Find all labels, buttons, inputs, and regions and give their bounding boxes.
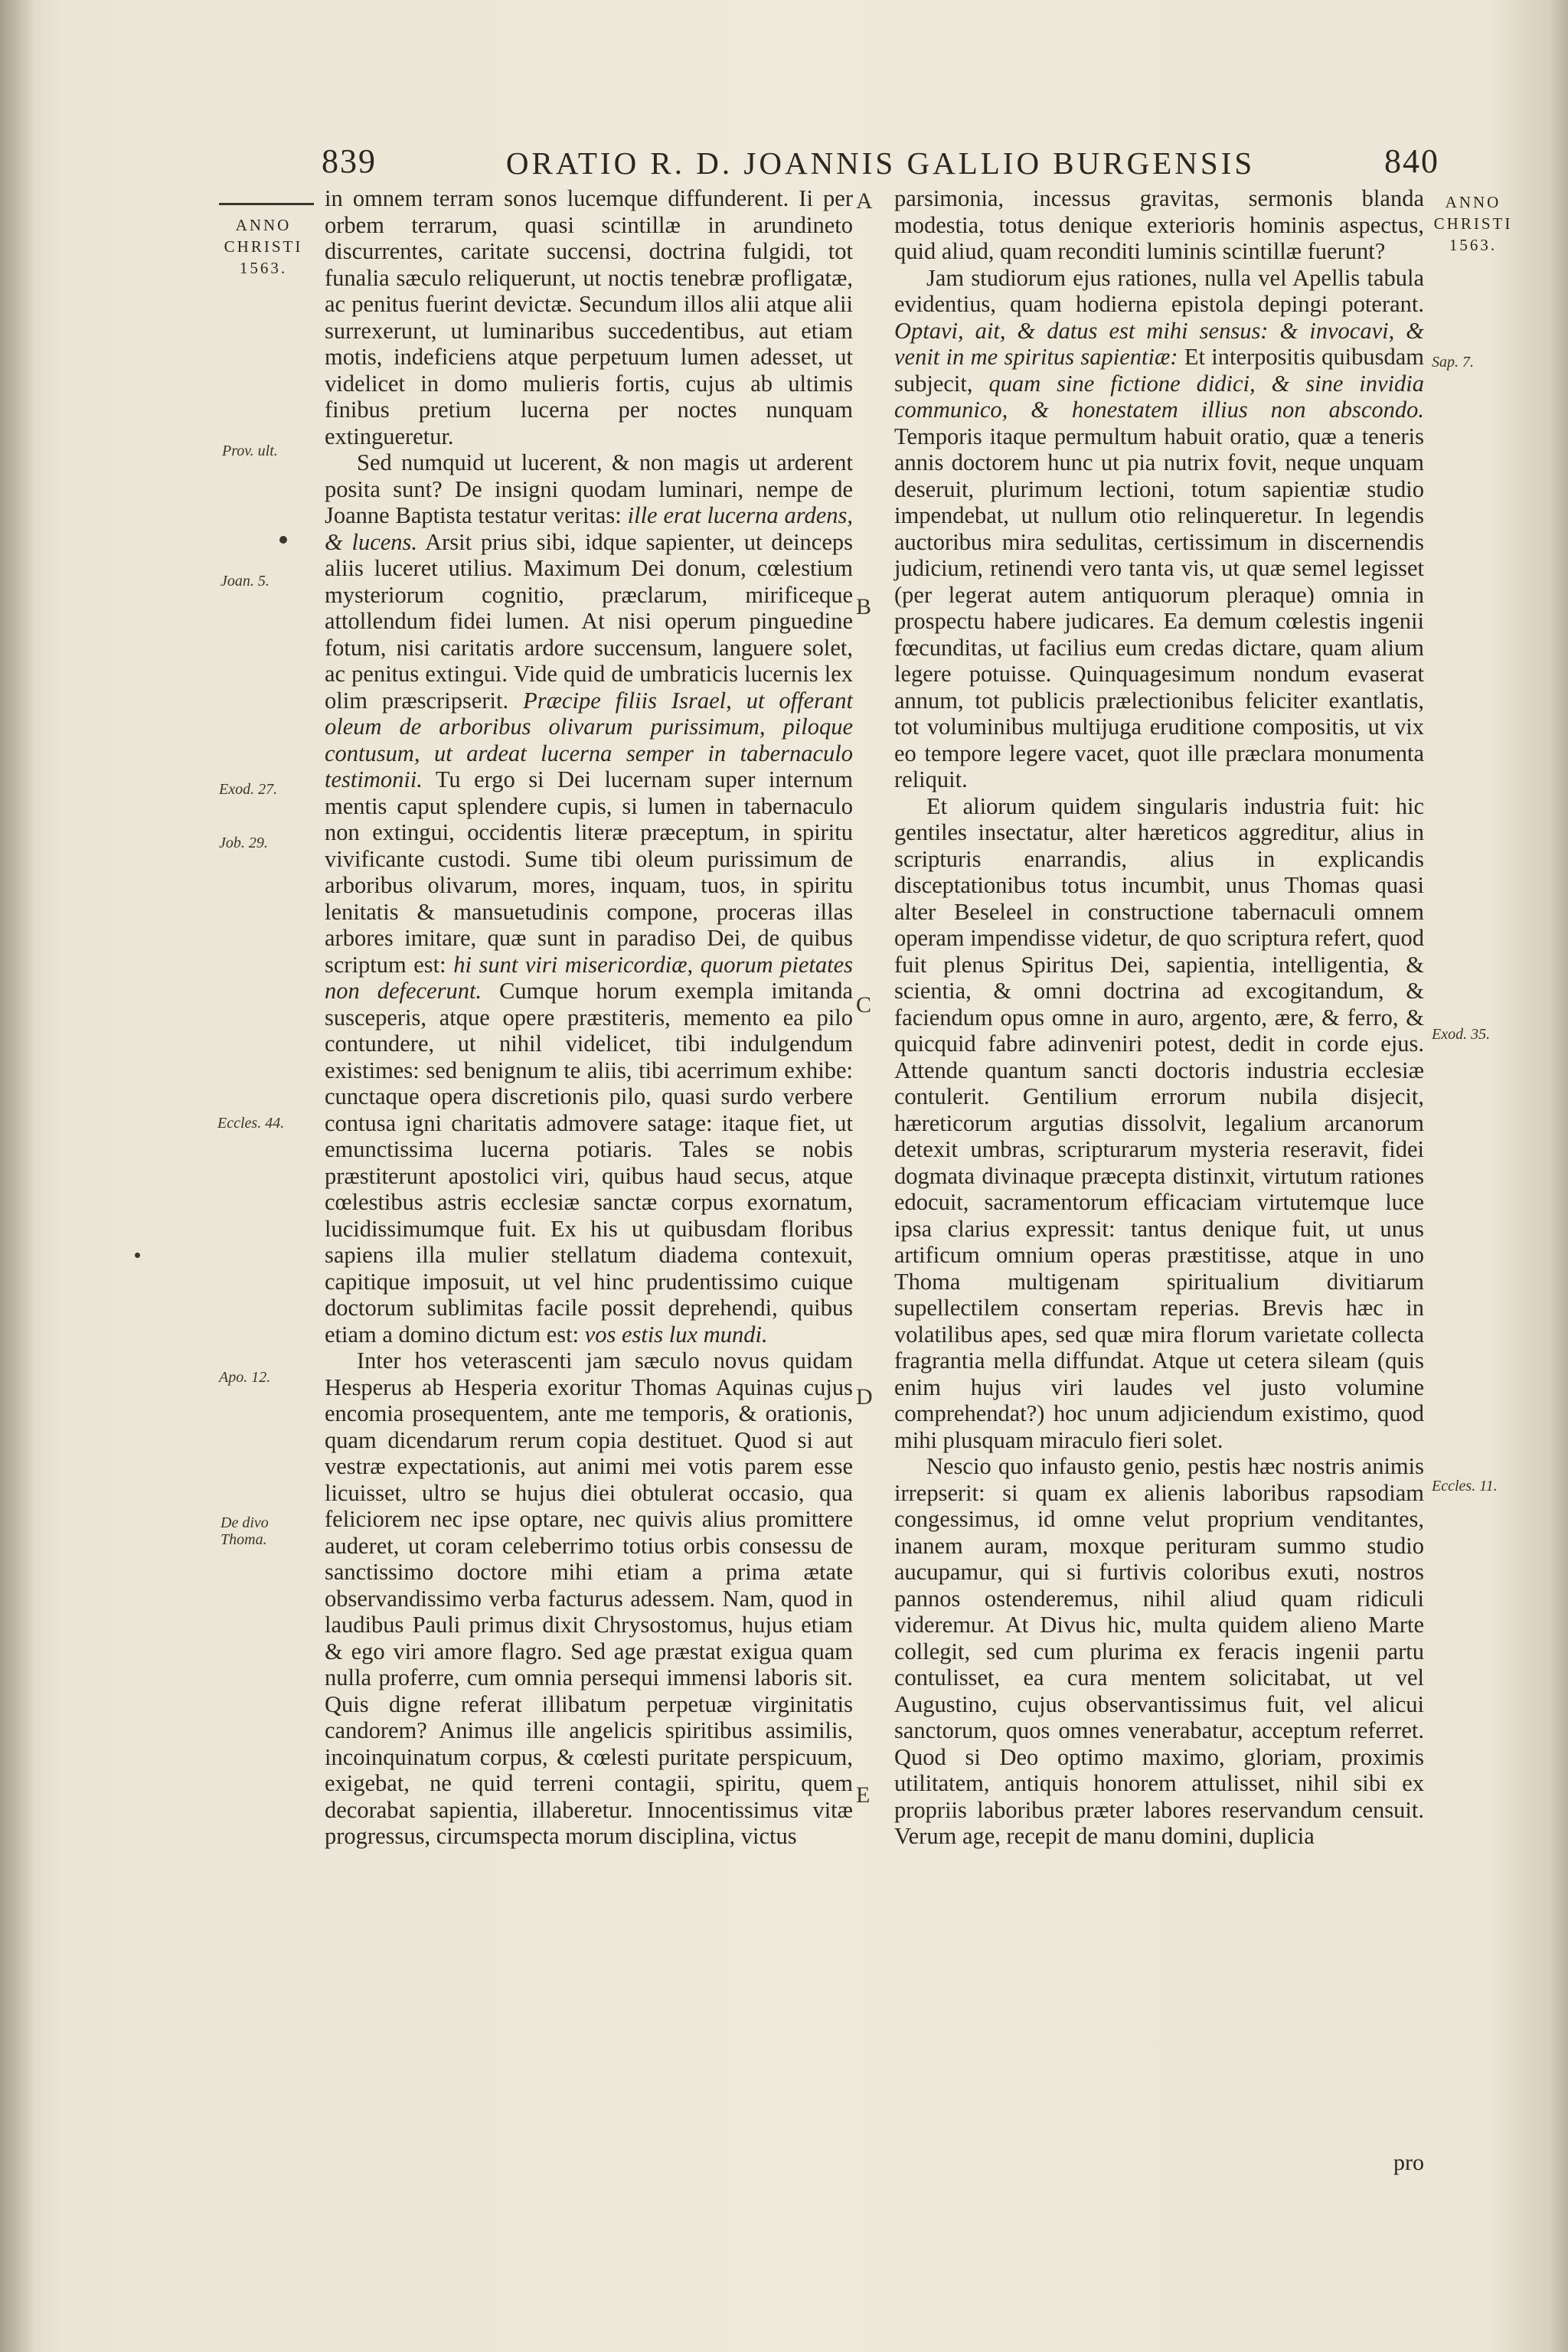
margin-ref: Eccles. 11. <box>1432 1478 1498 1494</box>
margin-ref: Exod. 27. <box>219 781 278 798</box>
page-number-left: 839 <box>322 142 377 180</box>
section-letter: E <box>856 1782 871 1808</box>
margin-ref: Eccles. 44. <box>217 1115 285 1132</box>
page-header <box>322 126 1439 180</box>
paragraph: in omnem terram sonos lucemque diffunderent. Ii per orbem terrarum, quasi scintillæ in arundineto discurrentes, caritate succensi, doctrina fulgidi, tot funalia sæculo reliquerunt, ut noctis tenebræ profligatæ, ac penitus fuerint devictæ. Secundum illos alii atque alii surrexerunt, ut luminaribus succedentibus, aut etiam motis, indeficiens atque perpetuum lumen adesset, ut videlicet in domo mulieris fortis, cujus ab ultimis finibus pretium lucerna per noctes nunquam extingueretur. <box>325 185 853 449</box>
margin-ref: Apo. 12. <box>219 1369 271 1386</box>
page-number-right: 840 <box>1384 142 1439 180</box>
page-edge <box>1548 0 1568 2352</box>
scripture-quote: Præcipe filiis Israel, ut offerant oleum de arboribus olivarum purissimum, piloque contusum, ut ardeat lucerna semper in tabernaculo testimonii. <box>325 687 854 792</box>
text-run: Sed numquid ut lucerent, & non magis ut arderent posita sunt? De insigni quodam luminari, nempe de Joanne Baptista testatur veritas: <box>325 449 853 528</box>
year-label: 1563. <box>1449 236 1498 254</box>
margin-ref: Job. 29. <box>219 835 268 851</box>
section-letter: C <box>856 992 872 1018</box>
scripture-quote: ille erat lucerna ardens, & lucens. <box>325 502 853 555</box>
anno-christi-right <box>1427 191 1519 256</box>
margin-ref: Prov. ult. <box>222 443 278 459</box>
anno-label: ANNO <box>235 216 292 234</box>
ink-blot <box>135 1253 140 1258</box>
text-run: Jam studiorum ejus rationes, nulla vel Apellis tabula evidentius, quam hodierna epistola depingi poterant. <box>894 264 1424 317</box>
scripture-quote: vos estis lux mundi. <box>584 1321 768 1348</box>
section-letter: A <box>856 188 873 214</box>
paragraph: parsimonia, incessus gravitas, sermonis blanda modestia, totus denique exterioris hominis aspectus, quid aliud, quam reconditi luminis scintillæ fuerunt? <box>894 185 1424 264</box>
paragraph: Nescio quo infausto genio, pestis hæc nostris animis irrepserit: si quam ex alienis laboribus rapsodiam congessimus, id omne velut proprium venditantes, inanem auram, moxque perituram summo studio aucupamur, qui si furtivis coloribus exuti, nostros pannos ostenderemus, nihil aliud quam ridiculi videremur. At Divus hic, multa quidem alieno Marte collegit, sed cum plurima ex feracis ingenii partu contulisset, ea cura mentem solicitabat, ut vel Augustino, cujus observantissimus fuit, vel alicui sanctorum, quos omnes venerabatur, acceptum referret. Quod si Deo optimo maximo, gloriam, proximis utilitatem, antiquis honorem attulisset, nihil sibi ex propriis laboribus præter labores reservandum censuit. Verum age, recepit de manu domini, duplicia <box>894 1453 1424 1849</box>
margin-rule <box>219 203 314 205</box>
text-run: Tu ergo si Dei lucernam super internum mentis caput splendere cupis, si lumen in tabernaculo non extingui, occidentis literæ præceptum, in spiritu vivificante custodi. Sume tibi oleum purissimum de arboribus olivarum, mores, inquam, tuos, in spiritu lenitatis & mansuetudinis compone, proceras illas arbores imitare, quæ sunt in paradiso Dei, de quibus scriptum est: <box>325 766 854 978</box>
paragraph <box>325 449 853 1348</box>
catchword: pro <box>1393 2150 1424 2175</box>
scripture-quote: quam sine fictione didici, & sine invidia communico, & honestatem illius non abscondo. <box>894 370 1425 423</box>
section-letter: B <box>856 594 872 619</box>
text-column-right <box>894 185 1424 1850</box>
paragraph <box>894 265 1424 793</box>
text-run: Temporis itaque permultum habuit oratio, quæ a teneris annis doctorem hunc ut pia nutrix fovit, neque unquam deseruit, plurimum lectioni, totum sapientiæ studio impendebat, ut nullum otio relinqueretur. In legendis auctoribus mira sedulitas, certissimum in discernendis judicium, retinendi vero tanta vis, ut quæ semel legisset (per legerat autem antiquorum pleraque) omnia in prospectu habere judicares. Ea demum cœlestis ingenii fœcunditas, ut facilius eum credas dictare, quam alium legere potuisse. Quinquagesimum nondum evaserat annum, tot publicis prælectionibus feliciter exantlatis, tot voluminibus multijuga eruditione compositis, ut vix eo tempore legere vacet, quot ille præclara monumenta reliquit. <box>894 423 1424 792</box>
margin-ref: De divo Thoma. <box>220 1514 269 1548</box>
christi-label: CHRISTI <box>224 237 303 256</box>
ink-blot <box>279 536 287 544</box>
paragraph: Et aliorum quidem singularis industria fuit: hic gentiles insectatur, alter hæreticos aggreditur, alius in scripturis enarrandis, alius in explicandis disceptationibus totus incumbit, unus Thomas quasi alter Beseleel in constructione tabernaculi omnem operam impendisse videtur, de quo scriptura refert, quod fuit plenus Spiritus Dei, sapientia, intelligentia, & scientia, & omni doctrina ad excogitandum, & faciendum opus omne in auro, argento, ære, & ferro, & quicquid fabre adinveniri potest, dedit in corde ejus. Attende quantum sancti doctoris industria ecclesiæ contulerit. Gentilium errorum nubila disjecit, hæreticorum argutias dissolvit, legalium arcanorum detexit umbras, scripturarum mysteria reseravit, fidei dogmata divinaque præcepta distinxit, virtutum rationes edocuit, sacramentorum efficaciam virtutemque luce ipsa clarius expressit: tantus denique fuit, ut unus artificum omnium operas præstitisse, atque in uno Thoma multigenam spiritualium divitiarum supellectilem consertam reperias. Brevis hæc in volatilibus apes, sed quæ mira florum varietate collecta fragrantia mella diffundat. Atque ut cetera sileam (quis enim hujus viri laudes vel justo volumine comprehendat?) hoc unum adjiciendum existimo, quod mihi plusquam miraculo fieri solet. <box>894 792 1424 1453</box>
year-label: 1563. <box>239 259 288 277</box>
scripture-quote: Optavi, ait, & datus est mihi sensus: & invocavi, & venit in me spiritus sapientiæ: <box>894 317 1424 370</box>
margin-ref: Exod. 35. <box>1432 1026 1491 1043</box>
anno-christi-left <box>217 214 309 279</box>
book-binding-shadow <box>0 0 34 2352</box>
text-run: Cumque horum exempla imitanda susceperis, atque opere præstiteris, memento ea pilo contundere, ut nihil videlicet, tibi indulgendum existimes: sed benignum te aliis, tibi acerrimum exhibe: cunctaque opera discretionis pilo, quasi surdo verbere contusa igni charitatis admovere satage: itaque fiet, ut emunctissima lucerna potiaris. Tales se nobis præstiterunt apostolici viri, quibus haud secus, atque cœlestibus astris ecclesiæ sanctæ corpus exornatum, lucidissimumque fuit. Ex his ut quibusdam floribus sapiens illa mulier stellatum diadema contexuit, capitique imposuit, ut vel hinc prudentissimo cuique doctorum sublimitas facile possit deprehendi, quibus etiam a domino dictum est: <box>325 978 854 1348</box>
text-column-left <box>325 185 853 1850</box>
margin-ref: Sap. 7. <box>1432 354 1474 371</box>
margin-ref: Joan. 5. <box>220 573 270 590</box>
scripture-quote: hi sunt viri misericordiæ, quorum pietates non defecerunt. <box>325 951 854 1004</box>
text-run: Et interpositis quibusdam subjecit, <box>894 344 1425 397</box>
paragraph: Inter hos veterascenti jam sæculo novus quidam Hesperus ab Hesperia exoritur Thomas Aquinas cujus encomia prosequentem, ante me temporis, & orationis, quam dicendarum rerum copia destituet. Quod si aut vestræ expectationis, aut animi mei votis parem esse licuisset, ultro se hujus diei obtulerat occasio, qua feliciorem nec ipse optare, nec quivis alius promittere auderet, ut coram celeberrimo totius orbis consessu de sanctissimo doctore mihi etiam a prima ætate observandissimo verba facturus adessem. Nam, quod in laudibus Pauli primus dixit Chrysostomus, hujus etiam & ego viri amore flagro. Sed age præstat exigua quam nulla proferre, cum omnia persequi immensi laboris sit. Quis digne referat illibatum perpetuæ virginitatis candorem? Animus ille angelicis spiritibus assimilis, incoinquinatum corpus, & cœlesti puritate perspicuum, exigebat, ne quid terreni contagii, spiritu, quem decorabat sapientia, illaberetur. Innocentissimus vitæ progressus, circumspecta morum disciplina, victus <box>325 1348 853 1849</box>
christi-label: CHRISTI <box>1433 214 1513 233</box>
running-head: ORATIO R. D. JOANNIS GALLIO BURGENSIS <box>505 145 1256 181</box>
anno-label: ANNO <box>1445 193 1501 211</box>
text-run: Arsit prius sibi, idque sapienter, ut deinceps aliis luceret utilius. Maximum Dei donum, cœlestium mysteriorum cognitio, præclarum, mirificeque attollendum fidei lumen. At nisi operum pinguedine fotum, nisi caritatis ardore succensum, languere solet, ac penitus extingui. Vide quid de umbraticis lucernis lex olim præscripserit. <box>325 528 853 714</box>
section-letter: D <box>856 1384 873 1410</box>
